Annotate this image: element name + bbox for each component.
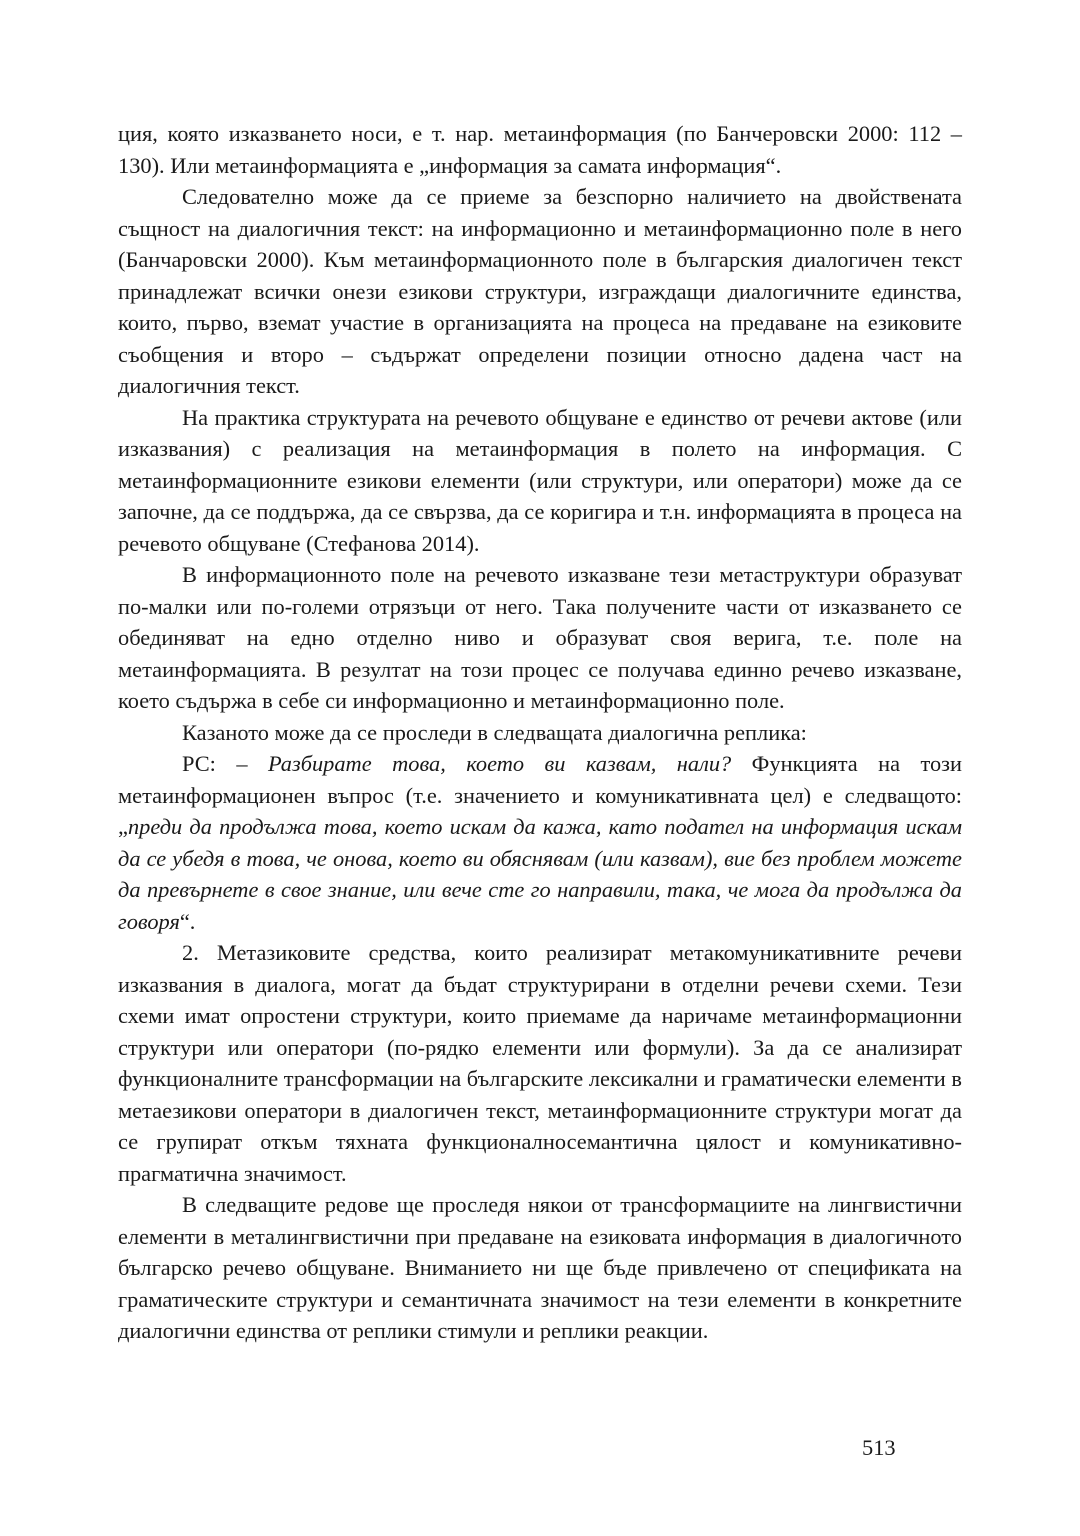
paragraph-5: Казаното може да се проследи в следващата диалогична реплика: (182, 719, 807, 745)
dialogue-quote: Разбирате това, което ви казвам, нали? (267, 751, 732, 776)
speaker-label: РС: – (182, 751, 268, 776)
paragraph-8: В следващите редове ще проследя някои от трансформациите на лингвистични елементи в металингвистични при предаване на езиковата информация в диалогичното българско речево общуване. Вниманието ни ще бъде привлечено от спецификата на граматическите структури и семантичната значимост на тези елементи в конкретните диалогични единства от реплики стимули и реплики реакции. (118, 1192, 962, 1343)
quote-commentary: Функцията на този метаинформационен въпрос (т.е. значението и комуникативната цел) е следващото: „ (118, 751, 962, 839)
paragraph-1: ция, която изказването носи, е т. нар. метаинформация (по Банчеровски 2000: 112 – 130). Или метаинформацията е „информация за самата информация“. (118, 121, 962, 178)
paragraph-3: На практика структурата на речевото общуване е единство от речеви актове (или изказвания) с реализация на метаинформация в полето на информация. С метаинформационните езикови елементи (или структури, или оператори) може да се започне, да се поддържа, да се свързва, да се коригира и т.н. информацията в процеса на речевото общуване (Стефанова 2014). (118, 404, 962, 556)
page-body (118, 118, 962, 1347)
paragraph-2: Следователно може да се приеме за безспорно наличието на двойствената същност на диалогичния текст: на информационно и метаинформационно поле в него (Банчаровски 2000). Към метаинформационното поле в българския диалогичен текст принадлежат всички онези езикови структури, изграждащи диалогичните единства, които, първо, вземат участие в организацията на процеса на предаване на езиковите съобщения и второ – съдържат определени позиции относно дадена част на диалогичния текст. (118, 184, 962, 398)
paragraph-7: 2. Метазиковите средства, които реализират метакомуникативните речеви изказвания в диалога, могат да бъдат структурирани в отделни речеви схеми. Тези схеми имат опростени структури, които приемаме да наричаме метаинформационни структури или оператори (по-рядко елементи или формули). За да се анализират функционалните трансформации на българските лексикални и граматически елементи в метаезикови оператори в диалогичен текст, метаинформационните структури могат да се групират откъм тяхната функционалносемантична цялост и комуникативно-прагматична значимост. (118, 940, 962, 1186)
quote-end: “. (179, 908, 196, 934)
paragraph-4: В информационното поле на речевото изказване тези метаструктури образуват по-малки или по-големи отрязъци от него. Така получените части от изказването се обединяват на едно отделно ниво и образуват своя верига, т.е. поле на метаинформацията. В резултат на този процес се получава единно речево изказване, което съдържа в себе си информационно и метаинформационно поле. (118, 562, 962, 713)
paragraph-6 (118, 748, 962, 937)
page-number: 513 (862, 1435, 896, 1460)
quote-explanation: преди да продължа това, което искам да кажа, като подател на информация искам да се убедя в това, че онова, което ви обяснявам (или казвам), вие без проблем можете да превърнете в свое знание, или вече сте го направили, така, че мога да продължа да говоря (118, 814, 962, 934)
